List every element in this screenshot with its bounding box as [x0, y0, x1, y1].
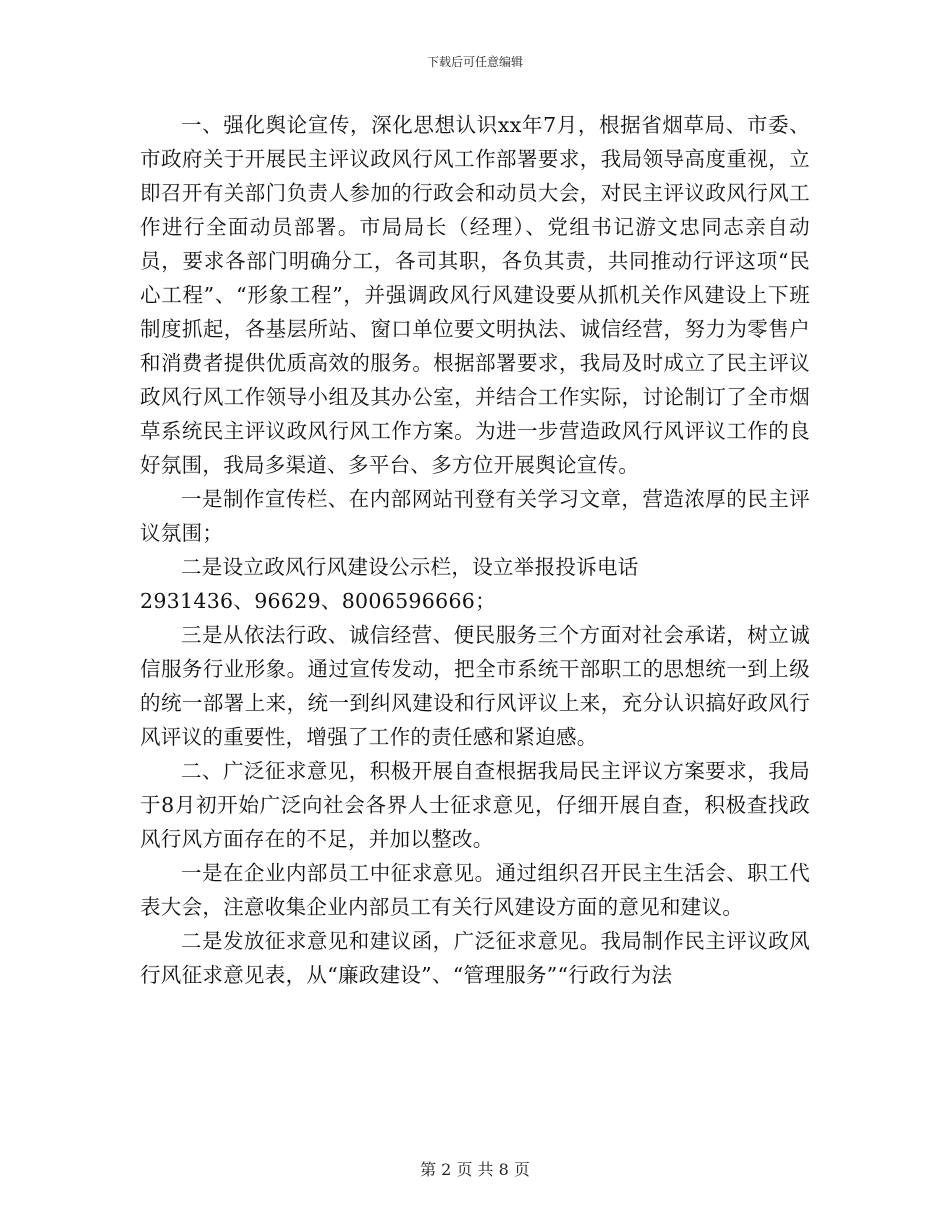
paragraph-phone-numbers: 2931436、96629、8006596666； — [140, 589, 496, 613]
paragraph-item-2: 二是设立政风行风建设公示栏，设立举报投诉电话 — [181, 555, 639, 579]
document-body — [140, 108, 810, 992]
paragraph-section-one: 一、强化舆论宣传，深化思想认识xx年7月，根据省烟草局、市委、市政府关于开展民主评议政风行风工作部署要求，我局领导高度重视，立即召开有关部门负责人参加的行政会和动员大会，对民主评议政风行风工作进行全面动员部署。市局局长（经理）、党组书记游文忠同志亲自动员，要求各部门明确分工，各司其职，各负其责，共同推动行评这项“民心工程”、“形象工程”，并强调政风行风建设要从抓机关作风建设上下班制度抓起，各基层所站、窗口单位要文明执法、诚信经营，努力为零售户和消费者提供优质高效的服务。根据部署要求，我局及时成立了民主评议政风行风工作领导小组及其办公室，并结合工作实际，讨论制订了全市烟草系统民主评议政风行风工作方案。为进一步营造政风行风评议工作的良好氛围，我局多渠道、多平台、多方位开展舆论宣传。 — [140, 113, 810, 477]
paragraph-item-3: 三是从依法行政、诚信经营、便民服务三个方面对社会承诺，树立诚信服务行业形象。通过宣传发动，把全市系统干部职工的思想统一到上级的统一部署上来，统一到纠风建设和行风评议上来，充分认识搞好政风行风评议的重要性，增强了工作的责任感和紧迫感。 — [140, 623, 810, 749]
page-header: 下载后可任意编辑 — [426, 55, 523, 69]
paragraph-section-two: 二、广泛征求意见，积极开展自查根据我局民主评议方案要求，我局于8月初开始广泛向社会各界人士征求意见，仔细开展自查，积极查找政风行风方面存在的不足，并加以整改。 — [140, 759, 810, 851]
paragraph-item-1: 一是制作宣传栏、在内部网站刊登有关学习文章，营造浓厚的民主评议氛围； — [140, 487, 810, 545]
paragraph-item-4: 一是在企业内部员工中征求意见。通过组织召开民主生活会、职工代表大会，注意收集企业内部员工有关行风建设方面的意见和建议。 — [140, 861, 810, 919]
page-number: 第 2 页 共 8 页 — [420, 1160, 530, 1179]
paragraph-item-5: 二是发放征求意见和建议函，广泛征求意见。我局制作民主评议政风行风征求意见表，从“廉政建设”、“管理服务”“行政行为法 — [140, 929, 810, 987]
